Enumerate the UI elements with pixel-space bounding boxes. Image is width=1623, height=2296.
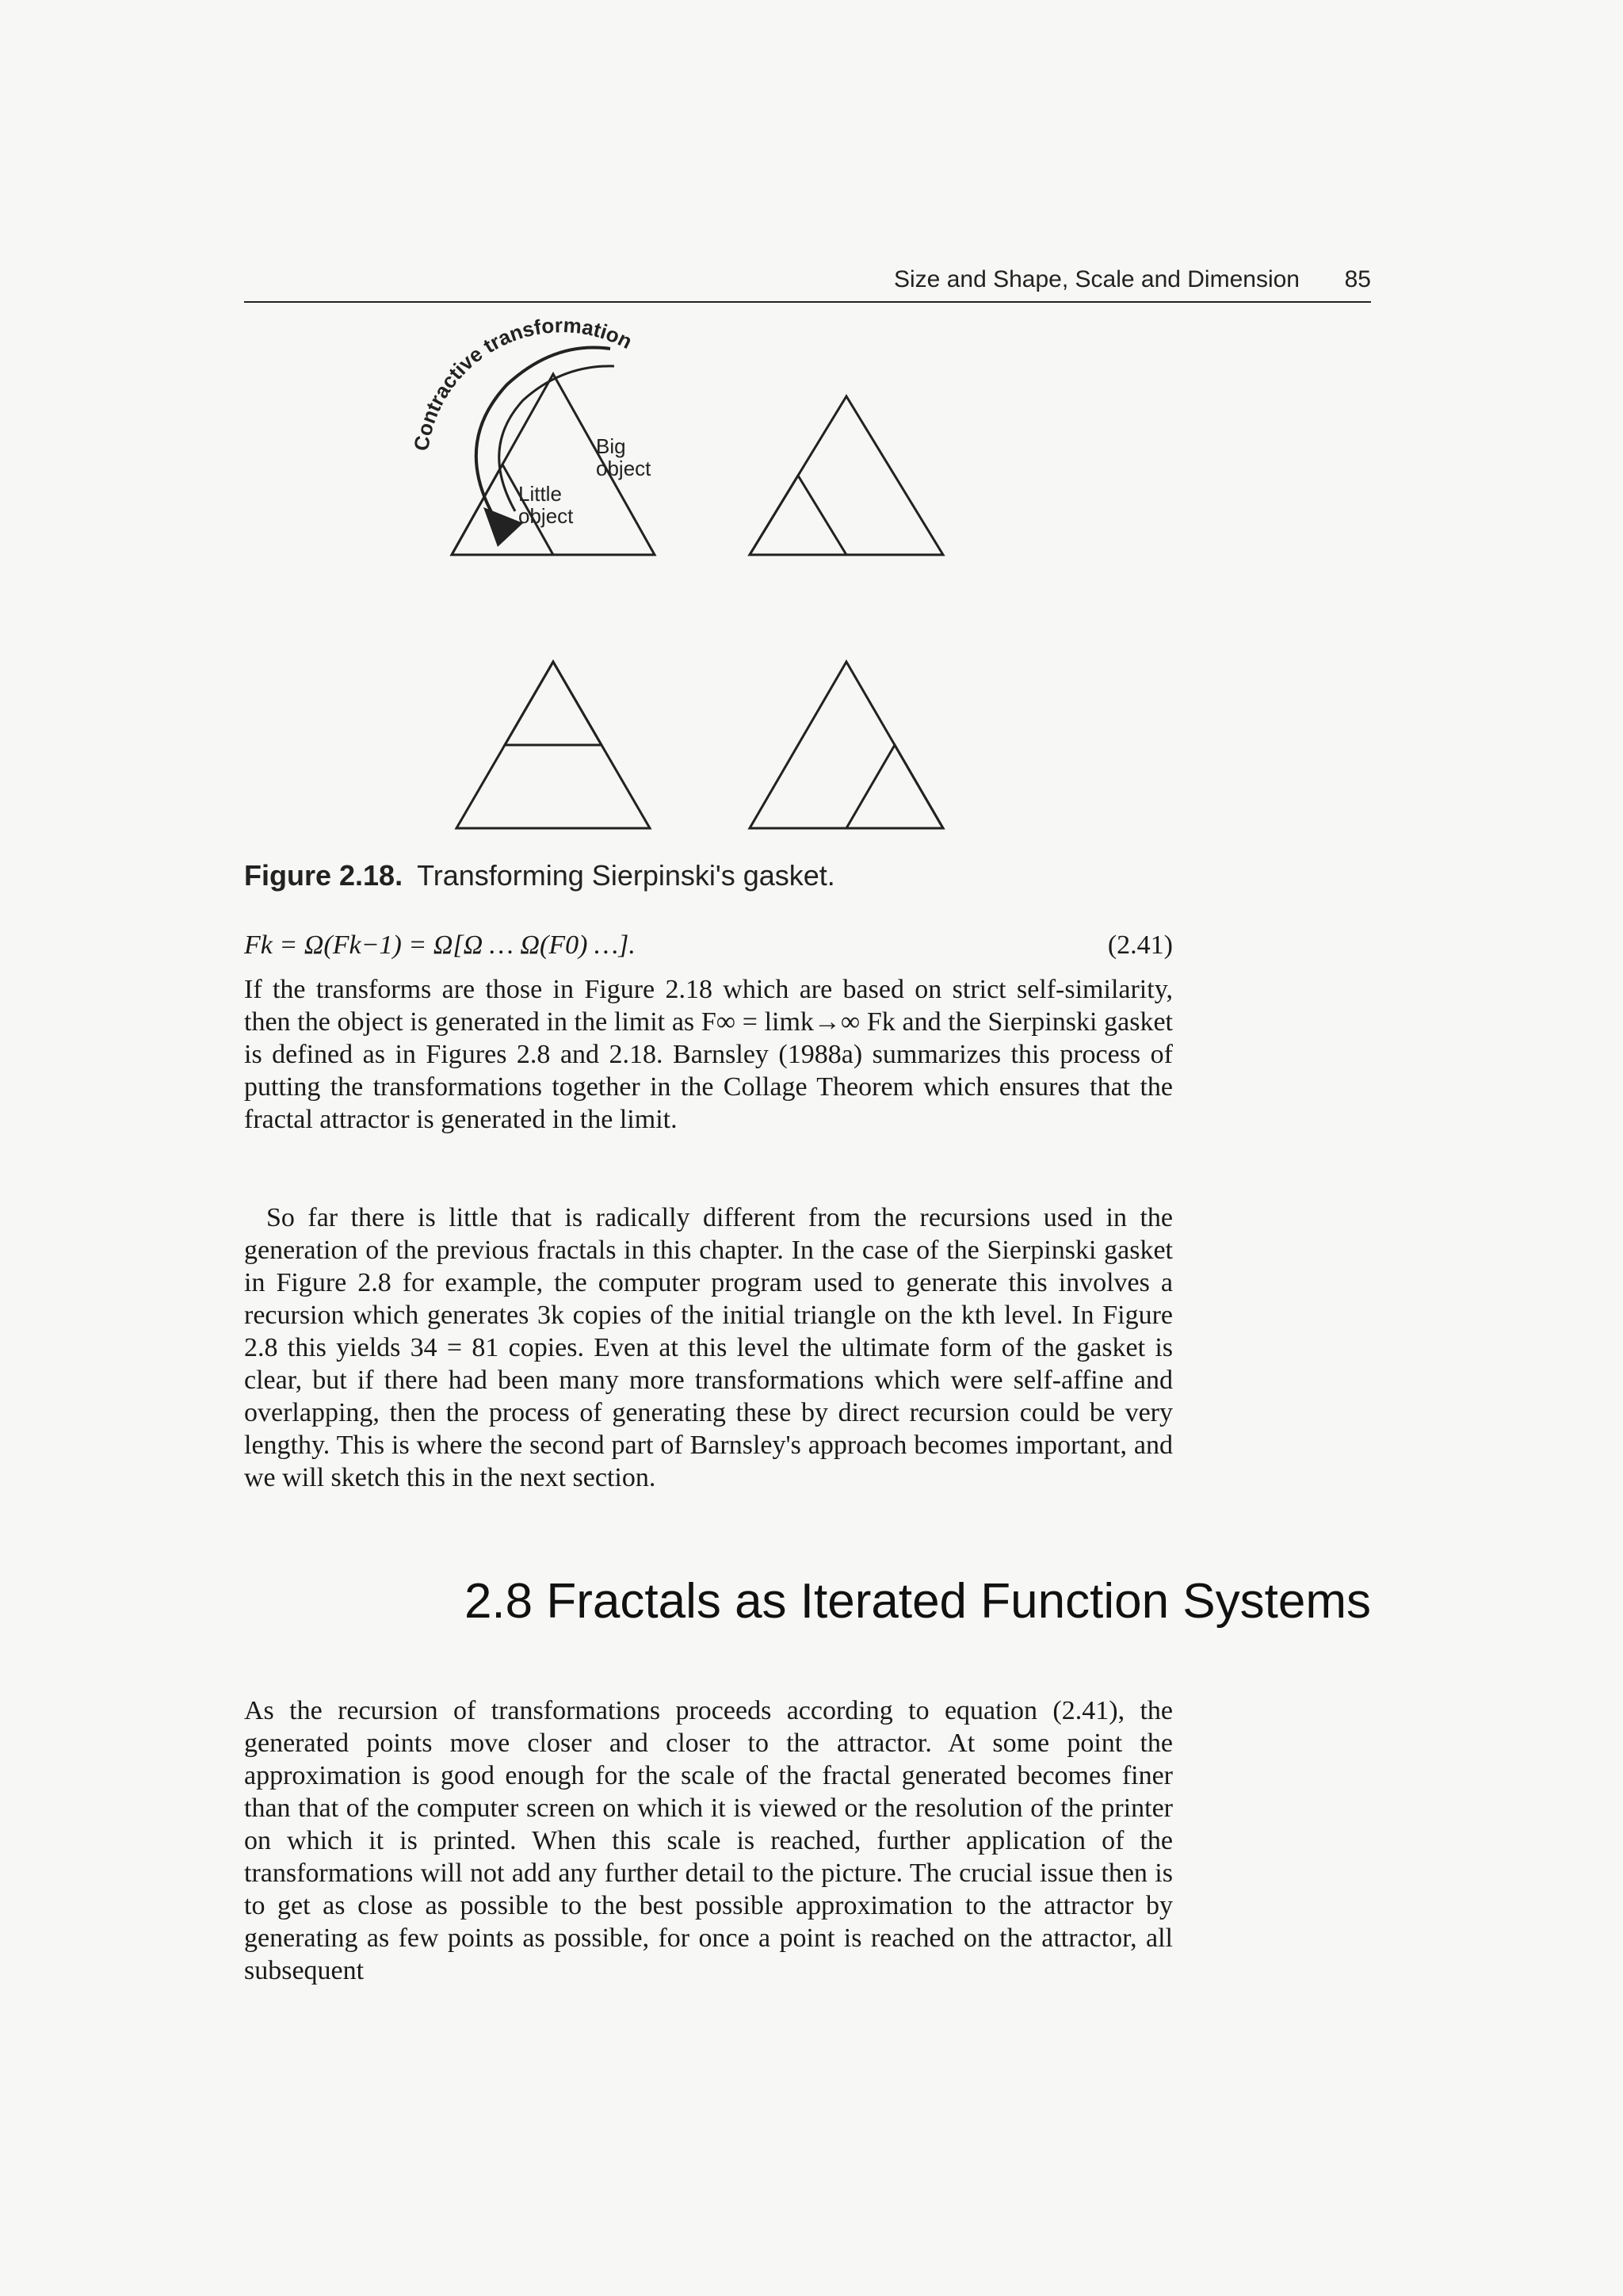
figure-caption-text: Transforming Sierpinski's gasket.	[417, 859, 835, 892]
triangle-4-copy	[846, 745, 943, 828]
equation-2-41	[244, 930, 1173, 965]
section-heading: 2.8 Fractals as Iterated Function Systems	[464, 1574, 1371, 1629]
little-object-label-2: object	[518, 504, 574, 528]
sierpinski-figure	[0, 0, 1623, 856]
triangle-2	[750, 396, 943, 555]
arrow-head	[483, 507, 523, 547]
page-number: 85	[1344, 266, 1371, 292]
equation-text: Fk = Ω(Fk−1) = Ω[Ω … Ω(F0) …].	[244, 930, 636, 960]
paragraph-3: As the recursion of transformations proceeds according to equation (2.41), the generated points move closer and closer to the attractor. At some point the approximation is good enough for the scale of the fractal generated becomes finer than that of the computer screen on which it is viewed or the resolution of the printer on which it is printed. When this scale is reached, further application of the transformations will not add any further detail to the picture. The crucial issue then is to get as close as possible to the best possible approximation to the attractor by generating as few points as possible, for once a point is reached on the attractor, all subsequent	[244, 1696, 1173, 1985]
big-object-label-1: Big	[596, 434, 626, 458]
arrow-label: Contractive transformation	[409, 312, 636, 453]
triangle-4	[750, 662, 943, 828]
big-object-label-2: object	[596, 457, 651, 480]
triangle-3-copy	[505, 662, 601, 745]
figure-caption	[244, 859, 835, 892]
equation-number: (2.41)	[1107, 930, 1173, 960]
paragraph-2: So far there is little that is radically different from the recursions used in the generation of the previous fractals in this chapter. In the case of the Sierpinski gasket in Figure 2.8 for example, the computer program used to generate this involves a recursion which generates 3k copies of the initial triangle on the kth level. In Figure 2.8 this yields 34 = 81 copies. Even at this level the ultimate form of the gasket is clear, but if there had been many more transformations which were self-affine and overlapping, then the process of generating these by direct recursion could be very lengthy. This is where the second part of Barnsley's approach becomes important, and we will sketch this in the next section.	[244, 1203, 1173, 1492]
running-head-title: Size and Shape, Scale and Dimension	[894, 266, 1300, 292]
paragraph-1: If the transforms are those in Figure 2.18 which are based on strict self-similarity, then the object is generated in the limit as F∞ = limk→∞ Fk and the Sierpinski gasket is defined as in Figures 2.8 and 2.18. Barnsley (1988a) summarizes this process of putting the transformations together in the Collage Theorem which ensures that the fractal attractor is generated in the limit.	[244, 975, 1173, 1134]
figure-label: Figure 2.18.	[244, 859, 403, 892]
little-object-label-1: Little	[518, 482, 562, 506]
triangle-2-copy	[750, 476, 846, 555]
